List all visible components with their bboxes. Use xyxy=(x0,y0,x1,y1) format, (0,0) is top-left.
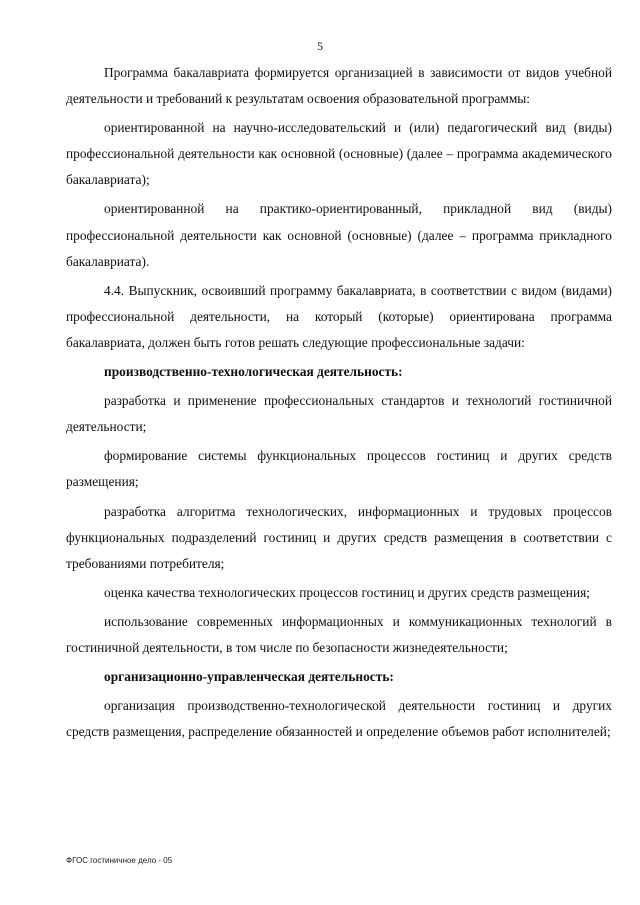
body-paragraph: Программа бакалавриата формируется организацией в зависимости от видов учебной деятельности и требований к результатам освоения образовательной программы: xyxy=(66,65,612,107)
body-paragraph: ориентированной на научно-исследовательский и (или) педагогический вид (виды) профессиональной деятельности как основной (основные) (далее – программа академического бакалавриата); xyxy=(66,120,612,188)
body-paragraph: формирование системы функциональных процессов гостиниц и других средств размещения; xyxy=(66,448,612,490)
body-paragraph: организация производственно-технологической деятельности гостиниц и других средств размещения, распределение обязанностей и определение объемов работ исполнителей; xyxy=(66,698,612,740)
body-paragraph: разработка алгоритма технологических, информационных и трудовых процессов функциональных подразделений гостиниц и других средств размещения в соответствии с требованиями потребителя; xyxy=(66,503,612,571)
document-body xyxy=(66,60,612,748)
body-paragraph: использование современных информационных и коммуникационных технологий в гостиничной деятельности, в том числе по безопасности жизнедеятельности; xyxy=(66,613,612,655)
page-number: 5 xyxy=(317,39,323,53)
page-footer: ФГОС гостиничное дело - 05 xyxy=(66,856,173,865)
body-paragraph: 4.4. Выпускник, освоивший программу бакалавриата, в соответствии с видом (видами) профессиональной деятельности, на который (которые) ориентирована программа бакалавриата, должен быть готов решать следующие профессиональные задачи: xyxy=(66,282,612,350)
body-paragraph: разработка и применение профессиональных стандартов и технологий гостиничной деятельности; xyxy=(66,393,612,435)
body-paragraph: оценка качества технологических процессов гостиниц и других средств размещения; xyxy=(104,584,591,600)
section-heading: производственно-технологическая деятельность: xyxy=(104,364,403,380)
body-paragraph: ориентированной на практико-ориентированный, прикладной вид (виды) профессиональной деятельности как основной (основные) (далее – программа прикладного бакалавриата). xyxy=(66,201,612,269)
section-heading: организационно-управленческая деятельность: xyxy=(104,669,394,685)
